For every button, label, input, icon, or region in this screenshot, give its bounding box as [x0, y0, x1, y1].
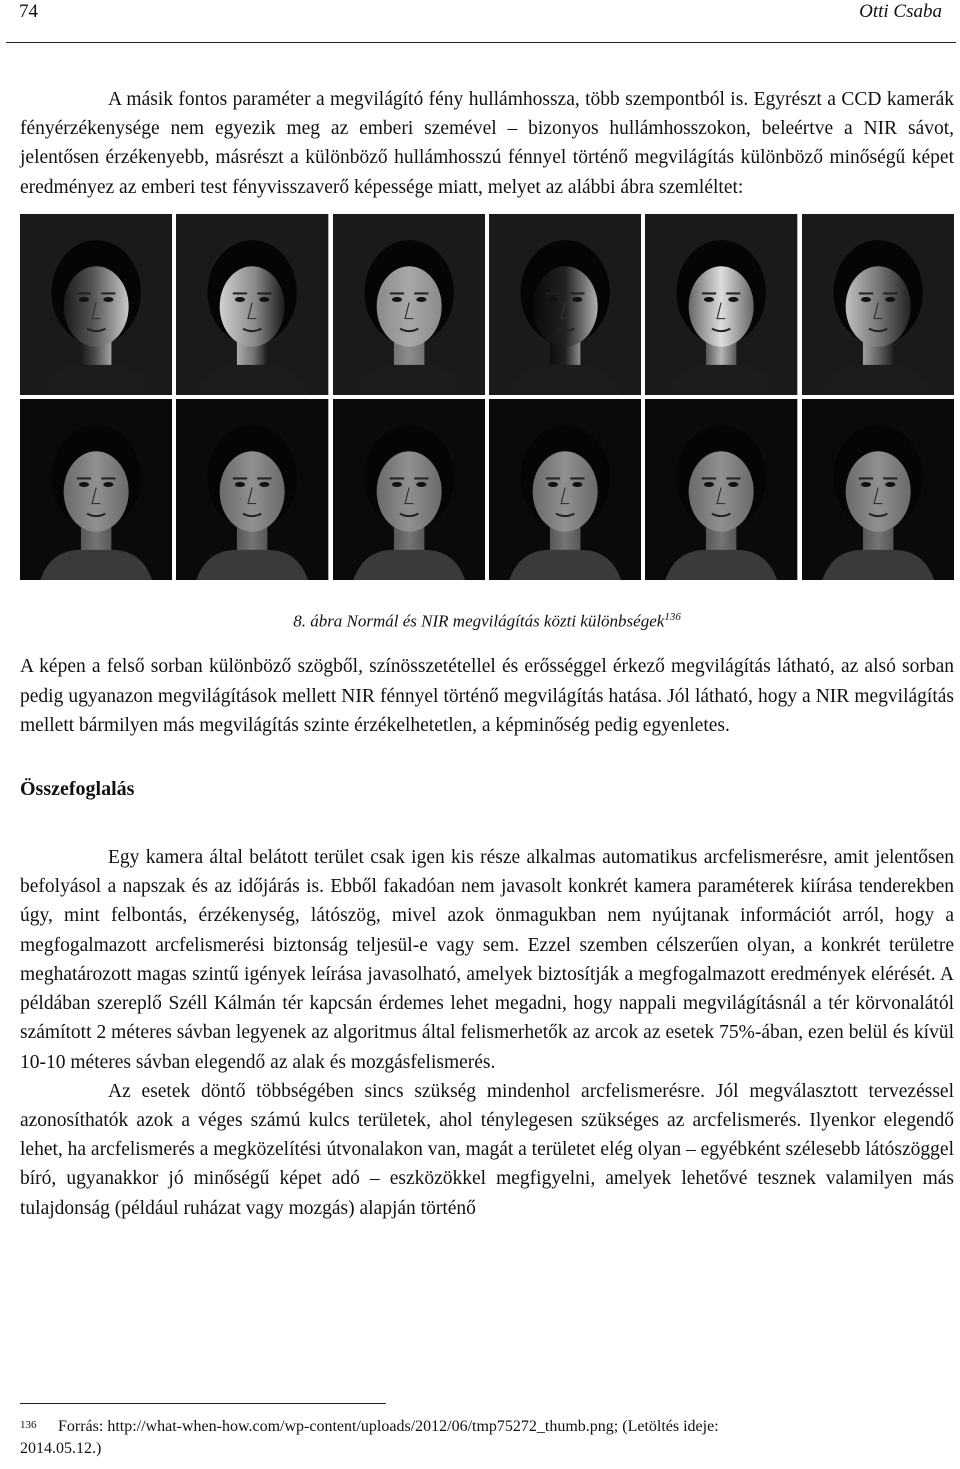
face-photo	[489, 399, 641, 580]
page-number: 74	[19, 1, 38, 22]
face-photo	[802, 214, 954, 395]
footnote-number: 136	[20, 1419, 37, 1431]
footnote	[20, 1416, 954, 1460]
face-photo	[333, 214, 485, 395]
footnote-text-continued: 2014.05.12.)	[20, 1440, 102, 1457]
footnote-rule	[20, 1403, 386, 1404]
figure-caption-footnote-ref: 136	[664, 610, 681, 623]
page-content	[20, 85, 954, 1223]
face-photo	[645, 399, 797, 580]
face-photo	[333, 399, 485, 580]
face-photo	[176, 399, 328, 580]
face-photo	[802, 399, 954, 580]
paragraph-intro: A másik fontos paraméter a megvilágító fény hullámhossza, több szempontból is. Egyrészt a CCD kamerák fényérzékenysége nem egyezik meg az emberi szemével – bizonyos hullámhosszokon, beleértve a NIR sávot, jelentősen érzékenyebb, másrészt a különböző hullámhosszú fénnyel történő megvilágítás különböző minőségű képet eredményez az emberi test fényvisszaverő képessége miatt, melyet az alábbi ábra szemléltet:	[20, 89, 954, 198]
footnote-text: Forrás: http://what-when-how.com/wp-content/uploads/2012/06/tmp75272_thumb.png; (Letöltés ideje:	[58, 1418, 719, 1435]
face-image-grid	[20, 214, 954, 580]
section-heading: Összefoglalás	[20, 778, 135, 801]
figure-caption-text: 8. ábra Normál és NIR megvilágítás közti különbségek	[293, 611, 665, 631]
header-rule	[6, 42, 956, 43]
face-photo	[20, 399, 172, 580]
face-photo	[489, 214, 641, 395]
face-photo	[645, 214, 797, 395]
face-photo	[20, 214, 172, 395]
page-header	[0, 0, 960, 44]
paragraph-figure-explanation: A képen a felső sorban különböző szögből, színösszetétellel és erősséggel érkező megvilágítás látható, az alsó sorban pedig ugyanazon megvilágítások mellett NIR fénnyel történő megvilágítás hatása. Jól látható, hogy a NIR megvilágítás mellett bármilyen más megvilágítás szinte érzékelhetetlen, a képminőség pedig egyenletes.	[20, 656, 954, 736]
paragraph-summary-2: Az esetek döntő többségében sincs szükség mindenhol arcfelismerésre. Jól megválasztott tervezéssel azonosíthatók azok a véges számú kulcs területek, ahol ténylegesen szükséges az arcfelismerés. Ilyenkor elegendő lehet, ha arcfelismerés a megközelítési útvonalakon van, magát a területet elég olyan – egyébként szélesebb látószöggel bíró, ugyanakkor jó minőségű képet adó – eszközökkel megfigyelni, amelyek lehetővé tesznek valamilyen más tulajdonság (például ruházat vagy mozgás) alapján történő	[20, 1080, 955, 1219]
face-lighting-figure	[20, 214, 954, 580]
running-head: Otti Csaba	[859, 1, 942, 22]
paragraph-summary-1: Egy kamera által belátott terület csak igen kis része alkalmas automatikus arcfelismerésre, amit jelentősen befolyásol a napszak és az időjárás is. Ebből fakadóan nem javasolt konkrét kamera paraméterek kiírása tenderekben úgy, mint felbontás, érzékenység, látószög, mivel azok önmagukban nem nyújtanak információt arról, hogy a megfogalmazott arcfelismerési biztonság teljesül-e vagy sem. Ezzel szemben célszerűen olyan, a konkrét területre meghatározott magas szintű igények leírása javasolható, amelyek biztosítják a megfogalmazott eredmények elérését. A példában szereplő Széll Kálmán tér kapcsán érdemes lehet megadni, hogy nappali megvilágításnál a tér körvonalától számított 2 méteres sávban legyenek az algoritmus által felismerhetők az arcok az esetek 75%-ában, ezen belül és kívül 10-10 méteres sávban elegendő az alak és mozgásfelismerés.	[20, 847, 954, 1073]
footnote-area	[20, 1403, 954, 1460]
face-photo	[176, 214, 328, 395]
figure-caption	[20, 606, 954, 633]
